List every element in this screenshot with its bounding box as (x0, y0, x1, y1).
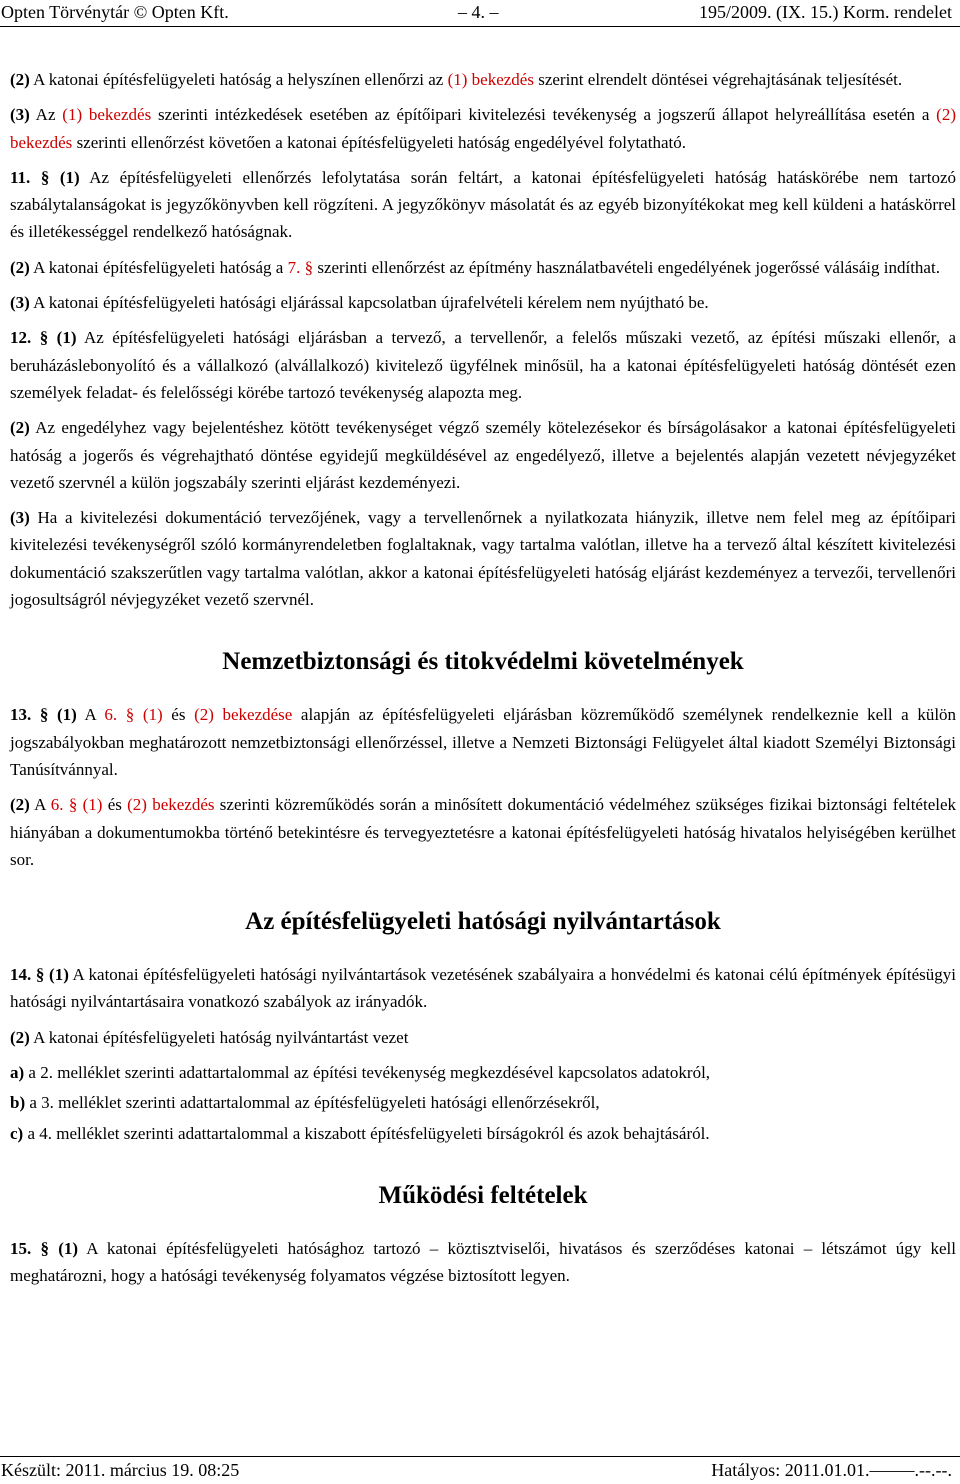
section-11-paragraph-1: 11. § (1) Az építésfelügyeleti ellenőrzés lefolytatása során feltárt, a katonai építésfelügyeleti hatóság hatáskörébe nem tartozó szabálytalanságokat is jegyzőkönyvben kell rögzíteni. A jegyzőkönyv másolatát és az egyéb bizonyítékokat meg kell küldeni a hatáskörrel és illetékességgel rendelkező hatóságnak. (10, 167, 956, 242)
cross-reference-link[interactable]: (2) bekezdése (194, 705, 293, 725)
section-heading: Működési feltételek (378, 1181, 588, 1209)
section-heading: Az építésfelügyeleti hatósági nyilvántartások (245, 908, 721, 936)
footer-rule (0, 1456, 960, 1457)
cross-reference-link[interactable]: (1) bekezdés (62, 105, 152, 125)
paragraph-10-2: (2) A katonai építésfelügyeleti hatóság a helyszínen ellenőrzi az (1) bekezdés szerint elrendelt döntései végrehajtásának teljesítését. (10, 70, 903, 89)
section-14-paragraph-2: (2) A katonai építésfelügyeleti hatóság nyilvántartást vezet (10, 1027, 409, 1047)
section-number: 13. (10, 705, 32, 725)
section-11-paragraph-3: (3) A katonai építésfelügyeleti hatósági eljárással kapcsolatban újrafelvételi kérelem nem nyújtható be. (10, 293, 709, 313)
section-13-paragraph-2: (2) A 6. § (1) és (2) bekezdés szerinti közreműködés során a minősített dokumentáció védelméhez szükséges fizikai biztonsági feltételek hiányában a dokumentumokba történő betekintésre és tervegyeztetésre a katonai építésfelügyeleti hatóság hivatalos helyiségében kerülhet sor. (10, 795, 957, 869)
footer-created: Készült: 2011. március 19. 08:25 (1, 1460, 240, 1480)
cross-reference-link[interactable]: (2) bekezdés (10, 105, 956, 152)
cross-reference-link[interactable]: § (304, 257, 314, 277)
cross-reference-link[interactable]: (2) bekezdés (127, 795, 215, 815)
list-item: a) a 2. melléklet szerinti adattartalommal az építési tevékenység megkezdésével kapcsolatos adatokról, (10, 1063, 711, 1083)
page-header (0, 0, 960, 26)
section-number: 14. (10, 965, 32, 985)
section-11-paragraph-2: (2) A katonai építésfelügyeleti hatóság a 7. § szerinti ellenőrzést az építmény használatbavételi engedélyének jogerőssé válásáig indíthat. (10, 257, 940, 277)
records-list (10, 1059, 956, 1147)
section-number: 11. (10, 167, 31, 187)
footer-effective: Hatályos: 2011.01.01.–––––.--.--. (711, 1460, 952, 1480)
list-item: c) a 4. melléklet szerinti adattartalommal a kiszabott építésfelügyeleti bírságokról és azok behajtásáról. (10, 1123, 710, 1143)
section-13-paragraph-1: 13. § (1) A 6. § (1) és (2) bekezdése alapján az építésfelügyeleti eljárásban közreműködő személynek rendelkeznie kell a külön jogszabályokban meghatározott nemzetbiztonsági ellenőrzéssel, illetve a Nemzeti Biztonsági Felügyelet által kiadott Személyi Biztonsági Tanúsítvánnyal. (10, 705, 957, 779)
cross-reference-link[interactable]: (1) (82, 795, 103, 815)
list-item: b) a 3. melléklet szerinti adattartalommal az építésfelügyeleti hatósági ellenőrzésekről, (10, 1093, 600, 1113)
section-heading: Nemzetbiztonsági és titokvédelmi követelmények (222, 648, 744, 676)
section-15-paragraph-1: 15. § (1) A katonai építésfelügyeleti hatósághoz tartozó – köztisztviselői, hivatásos és szerződéses katonai – létszámot úgy kell meghatározni, hogy a hatósági tevékenység folyamatos végzése biztosított legyen. (10, 1238, 957, 1286)
section-12-paragraph-1: 12. § (1) Az építésfelügyeleti hatósági eljárásban a tervező, a tervellenőr, a felelős műszaki vezető, az építési műszaki ellenőr, a beruházáslebonyolító és a vállalkozó (alvállalkozó) kivitelező ügyfélnek minősül, ha a katonai építésfelügyeleti hatóság döntését ezen személyek feladat- és felelősségi körébe tartozó tevékenység alapozta meg. (10, 328, 957, 402)
cross-reference-link[interactable]: § (125, 705, 135, 725)
section-12-paragraph-2: (2) Az engedélyhez vagy bejelentéshez kötött tevékenységet végző személy kötelezésekor és bírságolásakor a katonai építésfelügyeleti hatóság a jogerős és végrehajtható döntése egyidejű megküldésével az engedélyező, illetve a bejelentés alapján vezetett névjegyzéket vezető szervnél a külön jogszabály szerinti eljárást kezdeményezi. (10, 418, 956, 492)
section-number: 12. (10, 328, 32, 348)
cross-reference-link[interactable]: (1) bekezdés (447, 70, 534, 89)
header-page-number: – 4. – (458, 2, 499, 22)
cross-reference-link[interactable]: (1) (142, 705, 163, 725)
header-rule (0, 26, 960, 27)
header-regulation-id: 195/2009. (IX. 15.) Korm. rendelet (699, 2, 952, 22)
section-12-paragraph-3: (3) Ha a kivitelezési dokumentáció tervezőjének, vagy a tervellenőrnek a nyilatkozata hiányzik, illetve nem felel meg az építőipari kivitelezési tevékenységről szóló kormányrendeletben foglaltaknak, vagy tartalma valótlan, illetve ha a tervező által készített kivitelezési dokumentáció szakszerűtlen vagy tartalma valótlan, akkor a katonai építésfelügyeleti hatóság eljárást kezdeményez a tervezői, tervellenőri jogosultságról névjegyzéket vezető szervnél. (10, 508, 956, 610)
cross-reference-link[interactable]: 7. (287, 257, 301, 277)
cross-reference-link[interactable]: § (68, 795, 78, 815)
cross-reference-link[interactable]: 6. (50, 795, 64, 815)
paragraph-10-3: (3) Az (1) bekezdés szerinti intézkedések esetében az építőipari kivitelezési tevékenység a jogszerű állapot helyreállítása esetén a (2) bekezdés szerinti ellenőrzést követően a katonai építésfelügyeleti hatóság engedélyével folytatható. (10, 105, 956, 152)
section-number: 15. (10, 1238, 32, 1258)
document-body (10, 66, 956, 1298)
cross-reference-link[interactable]: 6. (104, 705, 118, 725)
header-publisher: Opten Törvénytár © Opten Kft. (1, 2, 229, 22)
section-14-paragraph-1: 14. § (1) A katonai építésfelügyeleti hatósági nyilvántartások vezetésének szabályaira a honvédelmi és katonai célú építmények építésügyi hatósági nyilvántartásaira vonatkozó szabályok az irányadók. (10, 965, 957, 1012)
